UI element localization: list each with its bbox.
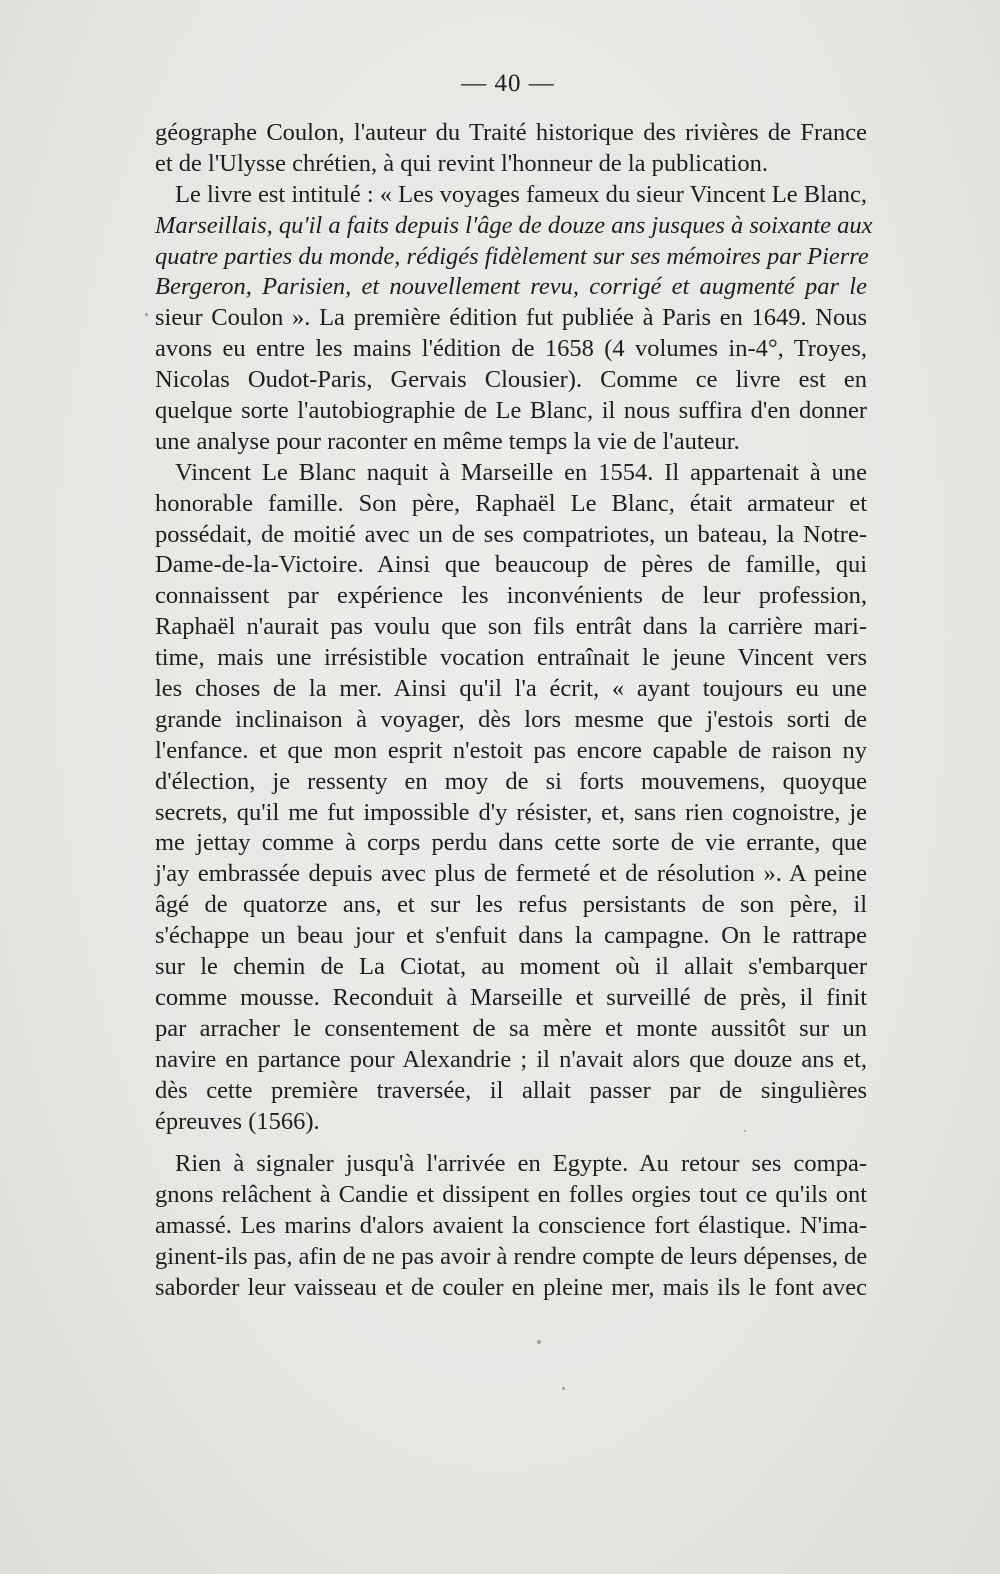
text-line: comme mousse. Reconduit à Marseille et surveillé de près, il finit [155,983,867,1011]
text-line: Rien à signaler jusqu'à l'arrivée en Egypte. Au retour ses compa- [175,1150,867,1178]
text-line: me jettay comme à corps perdu dans cette sorte de vie errante, que [155,829,867,857]
text-line: Bergeron, Parisien, et nouvellement revu, corrigé et augmenté par le [155,273,867,301]
text-line: connaissent par expérience les inconvénients de leur profession, [155,582,867,610]
text-line: Marseillais, qu'il a faits depuis l'âge de douze ans jusques à soixante aux [155,211,873,239]
text-line: l'enfance. et que mon esprit n'estoit pas encore capable de raison ny [155,736,867,764]
text-line: Nicolas Oudot-Paris, Gervais Clousier). Comme ce livre est en [155,366,867,394]
text-line: gnons relâchent à Candie et dissipent en folles orgies tout ce qu'ils ont [155,1181,867,1209]
text-line: secrets, qu'il me fut impossible d'y résister, et, sans rien cognoistre, je [155,798,867,826]
page-number: — 40 — [461,70,555,97]
text-line: Vincent Le Blanc naquit à Marseille en 1554. Il appartenait à une [175,458,867,486]
text-line: amassé. Les marins d'alors avaient la conscience fort élastique. N'ima- [155,1212,867,1240]
text-line: grande inclinaison à voyager, dès lors mesme que j'estois sorti de [155,705,867,733]
text-line: les choses de la mer. Ainsi qu'il l'a écrit, « ayant toujours eu une [155,675,867,703]
body-text [155,118,873,1304]
text-line: time, mais une irrésistible vocation entraînait le jeune Vincent vers [155,644,867,672]
text-line: avons eu entre les mains l'édition de 1658 (4 volumes in-4°, Troyes, [155,335,867,363]
text-line: Dame-de-la-Victoire. Ainsi que beaucoup de pères de famille, qui [155,551,867,579]
text-line: possédait, de moitié avec un de ses compatriotes, un bateau, la Notre- [155,520,867,548]
text-line: s'échappe un beau jour et s'enfuit dans la campagne. On le rattrape [155,922,867,950]
text-line: navire en partance pour Alexandrie ; il n'avait alors que douze ans et, [155,1045,867,1073]
text-line: par arracher le consentement de sa mère et monte aussitôt sur un [155,1014,867,1042]
text-line: quatre parties du monde, rédigés fidèlement sur ses mémoires par Pierre [155,242,869,270]
text-line: d'élection, je ressenty en moy de si forts mouvemens, quoyque [155,767,867,795]
text-line: sieur Coulon ». La première édition fut publiée à Paris en 1649. Nous [155,304,867,332]
text-line: saborder leur vaisseau et de couler en pleine mer, mais ils le font avec [155,1273,867,1301]
text-line: une analyse pour raconter en même temps la vie de l'auteur. [155,427,740,455]
text-line: Raphaël n'aurait pas voulu que son fils entrât dans la carrière mari- [155,613,867,641]
scan-speck [537,1340,541,1344]
text-line: ginent-ils pas, afin de ne pas avoir à rendre compte de leurs dépenses, de [155,1243,868,1271]
text-line: âgé de quatorze ans, et sur les refus persistants de son père, il [155,891,867,919]
paragraph-gap [155,1137,867,1149]
text-line: géographe Coulon, l'auteur du Traité historique des rivières de France [155,119,867,146]
text-line: et de l'Ulysse chrétien, à qui revint l'honneur de la publication. [155,149,768,177]
text-line: j'ay embrassée depuis avec plus de fermeté et de résolution ». A peine [155,860,867,888]
text-line: dès cette première traversée, il allait passer par de singulières [155,1076,867,1104]
scan-speck [145,313,148,316]
scan-speck [744,1130,746,1132]
text-line: quelque sorte l'autobiographie de Le Blanc, il nous suffira d'en donner [155,397,867,425]
text-line: honorable famille. Son père, Raphaël Le Blanc, était armateur et [155,489,867,517]
text-line: épreuves (1566). [155,1107,320,1135]
scan-speck [562,1387,565,1390]
text-line: Le livre est intitulé : « Les voyages fameux du sieur Vincent Le Blanc, [175,180,868,208]
text-line: sur le chemin de La Ciotat, au moment où il allait s'embarquer [155,953,867,981]
